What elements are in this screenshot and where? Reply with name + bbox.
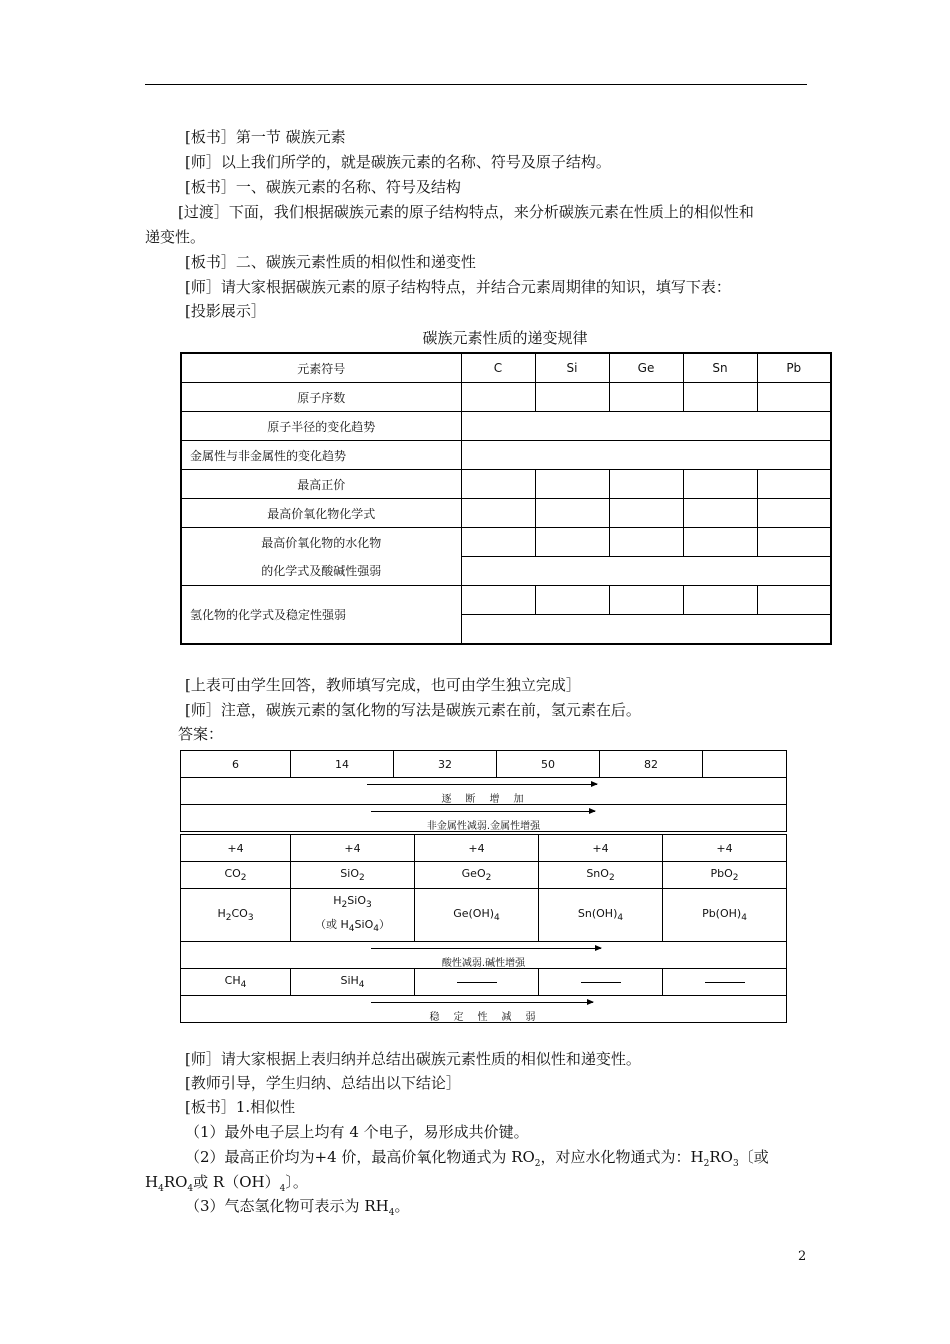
formula: SiO (354, 918, 374, 931)
row-label: 原子半径的变化趋势 (181, 412, 461, 441)
blank-cell (461, 528, 535, 557)
blank-cell (535, 528, 609, 557)
text-run: RO (163, 1173, 188, 1191)
paragraph: 递变性。 (145, 228, 206, 246)
formula: SiH (340, 973, 359, 987)
answer-table (180, 750, 787, 832)
formula: ） (378, 918, 390, 931)
row-label: 氢化物的化学式及稳定性强弱 (181, 586, 461, 645)
text-run: 或 R（OH） (193, 1173, 280, 1191)
element-cell: Pb (757, 353, 831, 383)
blank-cell (683, 470, 757, 499)
properties-table (180, 352, 832, 645)
subscript: 4 (358, 980, 365, 991)
paragraph: [教师引导，学生归纳、总结出以下结论］ (185, 1074, 461, 1092)
subscript: 3 (732, 1159, 739, 1169)
element-cell: C (461, 353, 535, 383)
hydrate-cell (181, 889, 291, 942)
blank-cell (609, 470, 683, 499)
oxide-cell (181, 862, 291, 889)
subscript: 2 (485, 873, 492, 884)
oxide-cell (415, 862, 539, 889)
arrow-icon (367, 784, 597, 785)
paragraph: [过渡］下面，我们根据碳族元素的原子结构特点，来分析碳族元素在性质上的相似性和 (178, 203, 754, 221)
blank-cell (535, 383, 609, 412)
subscript: 2 (732, 873, 739, 884)
paragraph: 答案： (178, 725, 224, 743)
subscript: 2 (534, 1159, 541, 1169)
subscript: 4 (494, 913, 500, 924)
blank-cell (757, 383, 831, 412)
blank-cell (703, 751, 787, 778)
blank-cell (683, 499, 757, 528)
formula: CO (224, 866, 241, 880)
blank-cell (461, 383, 535, 412)
hydrate-cell (539, 889, 663, 942)
answer-table-body (180, 834, 787, 1023)
row-label: 金属性与非金属性的变化趋势 (181, 441, 461, 470)
hydride-cell (181, 969, 291, 996)
paragraph: [师］以上我们所学的，就是碳族元素的名称、符号及原子结构。 (185, 153, 611, 171)
paragraph: [师］请大家根据上表归纳并总结出碳族元素性质的相似性和递变性。 (185, 1050, 641, 1068)
paragraph: [板书］二、碳族元素性质的相似性和递变性 (185, 253, 476, 271)
blank-cell (683, 586, 757, 615)
dash-mark (705, 982, 745, 983)
formula: SiO (340, 866, 359, 880)
formula: Sn(OH) (577, 906, 618, 920)
paragraph (185, 1196, 409, 1223)
subscript: 4 (373, 924, 379, 935)
blank-cell (609, 586, 683, 615)
blank-cell (683, 528, 757, 557)
element-cell: Ge (609, 353, 683, 383)
blank-cell (535, 499, 609, 528)
paragraph: [板书］一、碳族元素的名称、符号及结构 (185, 178, 461, 196)
text-run: 〔或 (738, 1148, 769, 1166)
arrow-icon (371, 1002, 593, 1003)
trend-cell (181, 778, 787, 805)
arrow-icon (371, 811, 595, 812)
number-cell: 32 (394, 751, 497, 778)
trend-text: 稳 定 性 减 弱 (429, 1011, 538, 1023)
blank-cell (461, 441, 831, 470)
blank-cell (461, 470, 535, 499)
dash-mark (581, 982, 621, 983)
paragraph: [上表可由学生回答，教师填写完成，也可由学生独立完成］ (185, 676, 581, 694)
valence-cell: +4 (181, 835, 291, 862)
blank-cell (461, 412, 831, 441)
formula: H (333, 893, 342, 907)
header-cell: 元素符号 (181, 353, 461, 383)
oxide-cell (291, 862, 415, 889)
valence-cell: +4 (539, 835, 663, 862)
row-label: 最高正价 (181, 470, 461, 499)
dash-mark (457, 982, 497, 983)
blank-cell (461, 499, 535, 528)
trend-cell (181, 942, 787, 969)
blank-cell (609, 528, 683, 557)
subscript: 2 (240, 873, 247, 884)
table-caption: 碳族元素性质的递变规律 (422, 329, 588, 347)
paragraph: [投影展示］ (185, 302, 266, 320)
text-run: H (145, 1173, 159, 1191)
hydride-cell (415, 969, 539, 996)
text-run: 。 (394, 1197, 410, 1215)
formula: CO (231, 906, 248, 920)
subscript: 3 (365, 900, 372, 910)
trend-cell (181, 996, 787, 1023)
text-run: ，对应水化物通式为：H (540, 1148, 704, 1166)
oxide-cell (663, 862, 787, 889)
formula: Ge(OH) (453, 906, 495, 920)
paragraph: [板书］1.相似性 (185, 1098, 296, 1116)
blank-cell (757, 528, 831, 557)
blank-cell (535, 586, 609, 615)
blank-cell (757, 499, 831, 528)
page-number: 2 (798, 1249, 807, 1264)
text-run: RO (709, 1148, 733, 1166)
trend-text: 非金属性减弱.金属性增强 (426, 820, 541, 832)
paragraph: [师］请大家根据碳族元素的原子结构特点，并结合元素周期律的知识，填写下表： (185, 278, 731, 296)
text-run: （2）最高正价均为+4 价，最高价氧化物通式为 RO (185, 1148, 535, 1166)
text-run: 〕。 (285, 1173, 308, 1191)
subscript: 2 (341, 900, 348, 910)
hydrate-cell (415, 889, 539, 942)
hydrate-cell (291, 889, 415, 942)
subscript: 4 (348, 924, 355, 935)
subscript: 2 (703, 1159, 710, 1169)
number-cell: 6 (181, 751, 291, 778)
element-cell: Sn (683, 353, 757, 383)
subscript: 4 (279, 1184, 286, 1194)
subscript: 3 (247, 913, 254, 924)
subscript: 2 (358, 873, 365, 884)
number-cell: 50 (497, 751, 600, 778)
valence-cell: +4 (663, 835, 787, 862)
blank-cell (461, 615, 831, 645)
blank-cell (757, 586, 831, 615)
hydrate-cell (663, 889, 787, 942)
oxide-cell (539, 862, 663, 889)
header-rule (145, 84, 807, 85)
formula: Pb(OH) (702, 906, 742, 920)
blank-cell (683, 383, 757, 412)
arrow-icon (371, 948, 601, 949)
paragraph: [板书］第一节 碳族元素 (185, 128, 346, 146)
formula: SiO (347, 893, 366, 907)
row-label: 原子序数 (181, 383, 461, 412)
formula-line (291, 891, 414, 915)
blank-cell (609, 499, 683, 528)
hydride-cell (539, 969, 663, 996)
hydride-cell (291, 969, 415, 996)
formula: GeO (461, 866, 486, 880)
subscript: 4 (617, 913, 624, 924)
row-label: 的化学式及酸碱性强弱 (181, 557, 461, 586)
blank-cell (461, 557, 831, 586)
paragraph: （1）最外电子层上均有 4 个电子，易形成共价键。 (185, 1123, 529, 1141)
formula: PbO (710, 866, 733, 880)
formula-line (291, 915, 414, 939)
formula: （或 H (315, 918, 349, 931)
formula: SnO (586, 866, 609, 880)
subscript: 4 (240, 980, 247, 991)
trend-cell (181, 805, 787, 832)
blank-cell (609, 383, 683, 412)
paragraph: [师］注意，碳族元素的氢化物的写法是碳族元素在前，氢元素在后。 (185, 701, 641, 719)
hydride-cell (663, 969, 787, 996)
blank-cell (461, 586, 535, 615)
number-cell: 82 (600, 751, 703, 778)
formula: H (217, 906, 226, 920)
subscript: 2 (225, 913, 232, 924)
subscript: 4 (388, 1208, 395, 1218)
subscript: 4 (158, 1184, 164, 1194)
formula: CH (224, 973, 241, 987)
paragraph (145, 1172, 308, 1199)
row-label: 最高价氧化物的水化物 (181, 528, 461, 557)
valence-cell: +4 (291, 835, 415, 862)
valence-cell: +4 (415, 835, 539, 862)
row-label: 最高价氧化物化学式 (181, 499, 461, 528)
trend-text: 酸性减弱.碱性增强 (441, 957, 526, 969)
subscript: 4 (741, 913, 747, 924)
subscript: 2 (608, 873, 615, 884)
number-cell: 14 (291, 751, 394, 778)
subscript: 4 (187, 1184, 194, 1194)
trend-text: 逐 断 增 加 (441, 793, 526, 805)
element-cell: Si (535, 353, 609, 383)
paragraph (185, 1147, 769, 1174)
blank-cell (535, 470, 609, 499)
text-run: （3）气态氢化物可表示为 RH (185, 1197, 389, 1215)
blank-cell (757, 470, 831, 499)
